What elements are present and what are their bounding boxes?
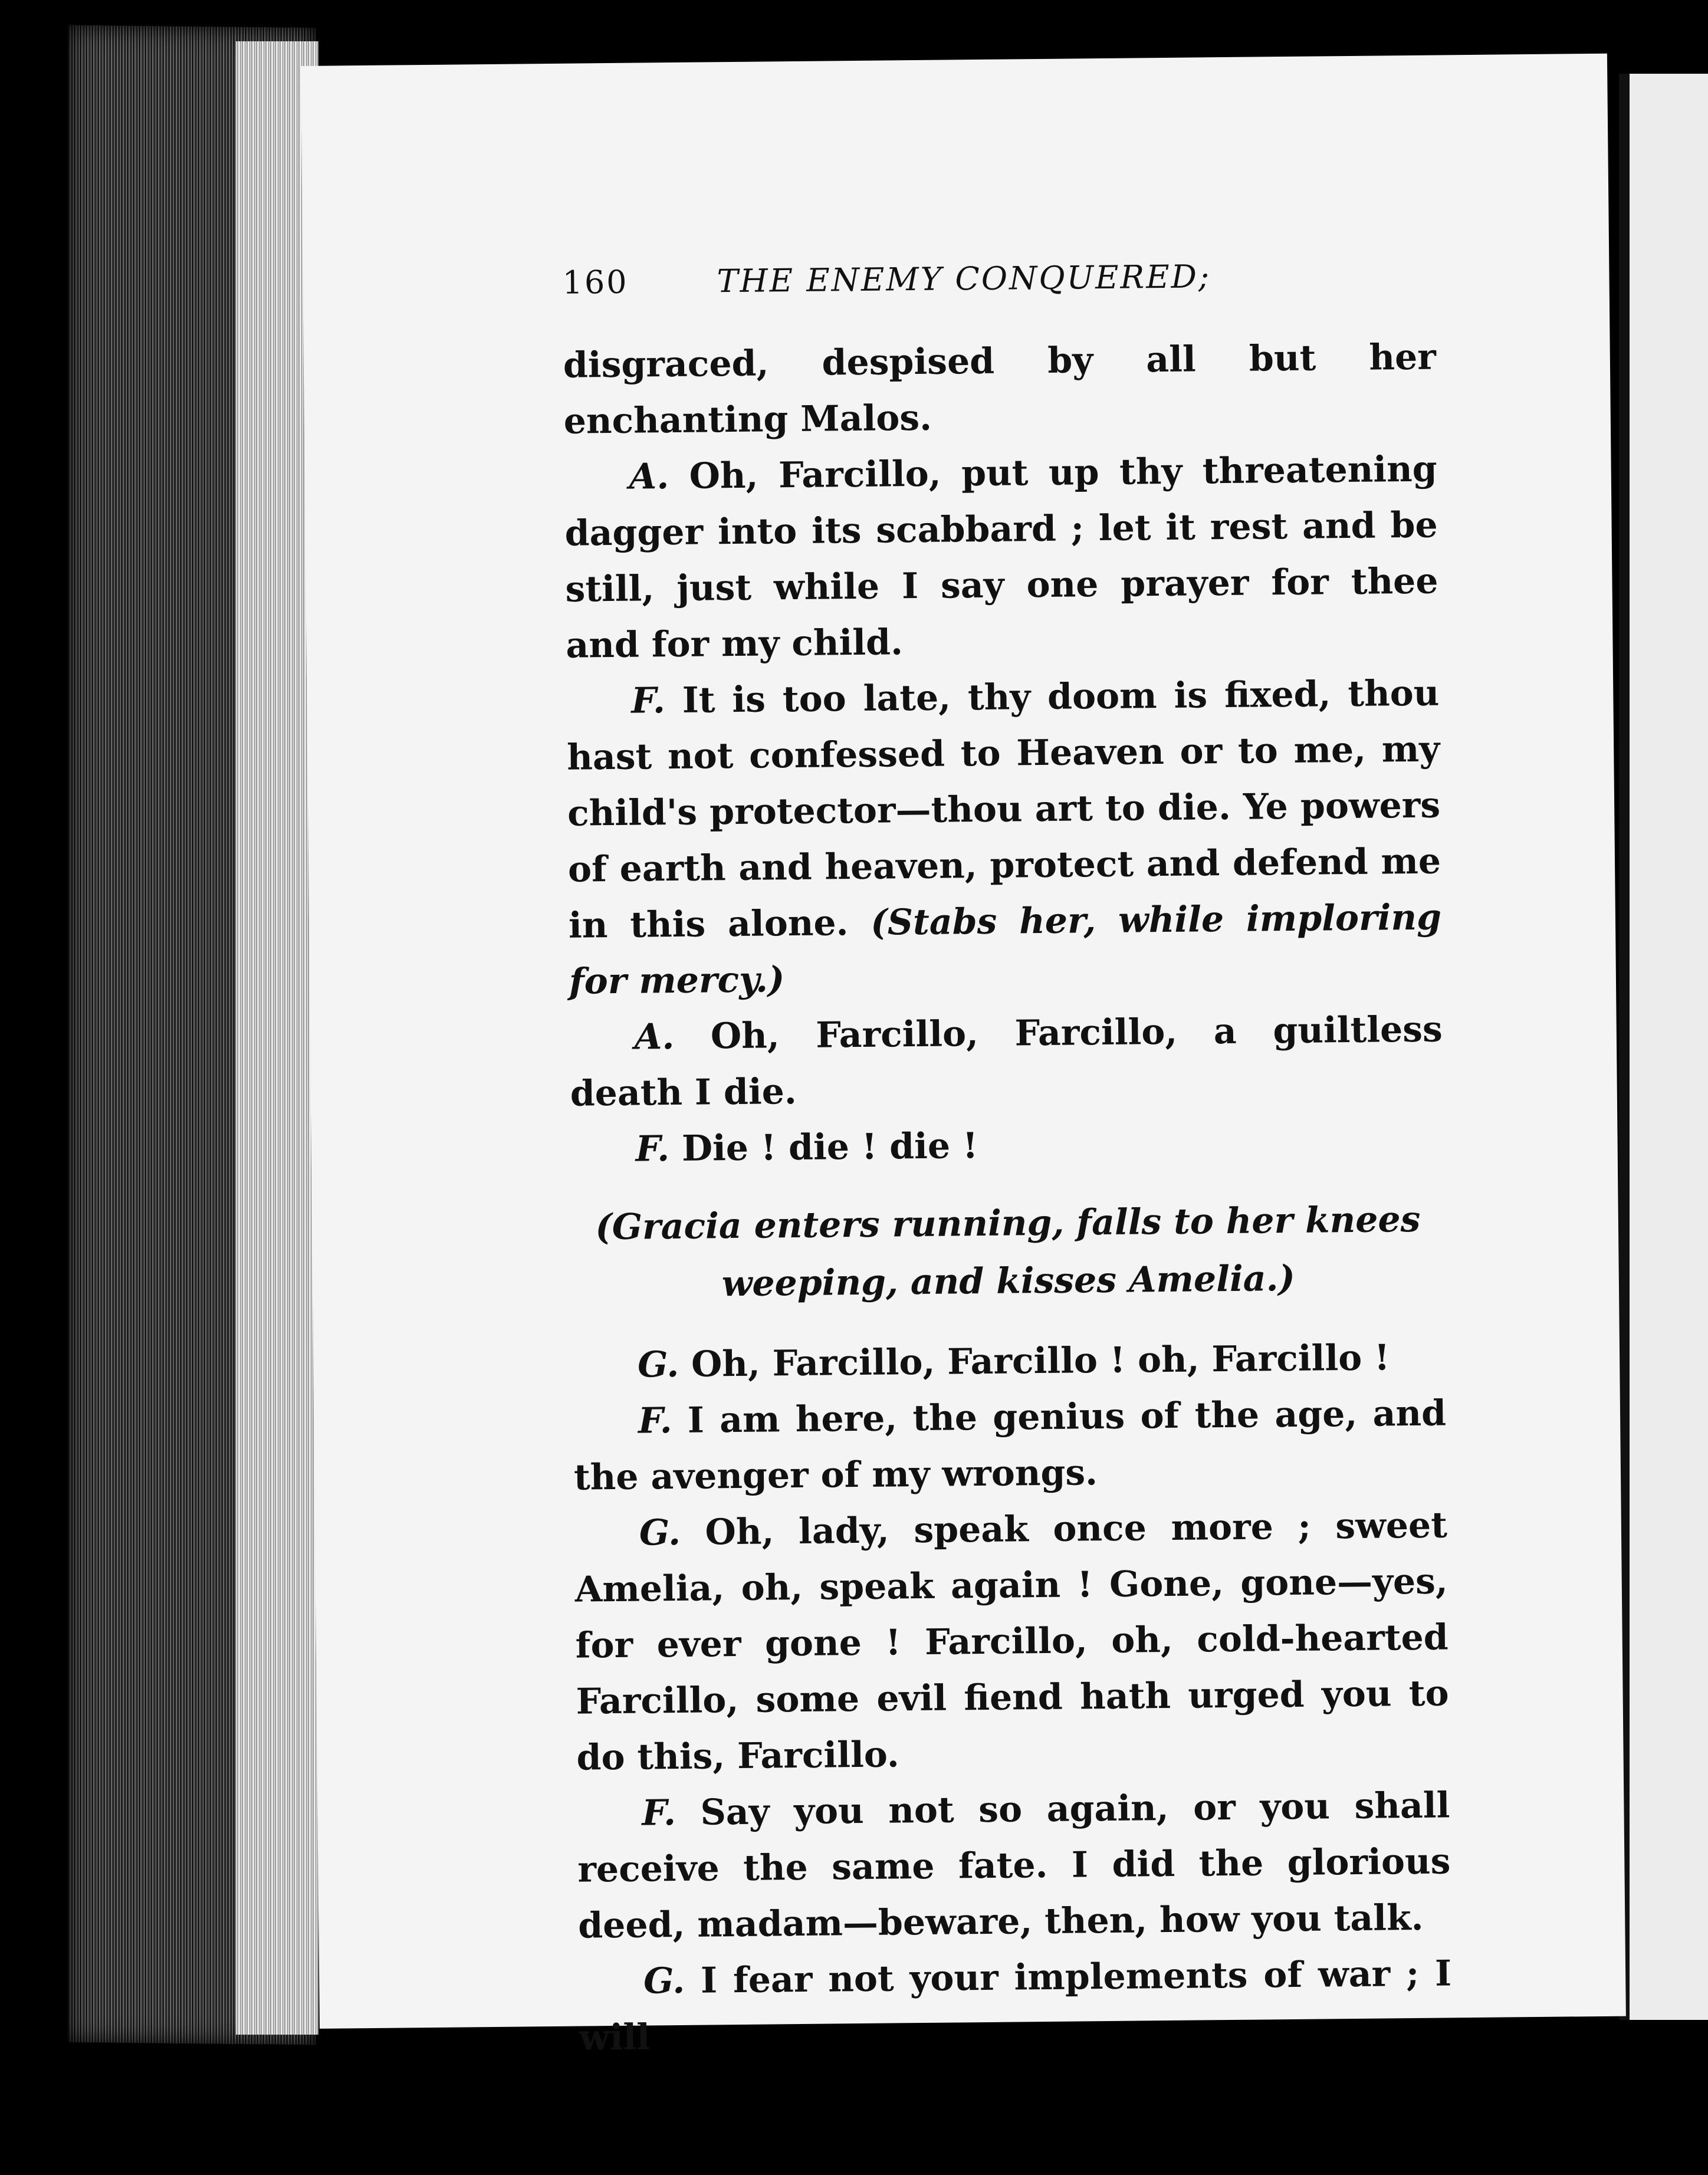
stage-direction-block xyxy=(571,1190,1445,1314)
paragraph-7 xyxy=(573,1385,1447,1506)
paragraph-text: Die ! die ! die ! xyxy=(681,1125,978,1169)
paragraph-text: It is too late, thy doom is fixed, thou hast not confessed to Heaven or to me, my child's protector—thou art to die. Ye powers of earth and heaven, protect and defend me in this alone. xyxy=(566,672,1441,947)
running-head xyxy=(562,257,1329,301)
book-page xyxy=(301,54,1626,2059)
speaker-label: F. xyxy=(631,680,666,722)
speaker-label: A. xyxy=(634,1016,675,1058)
speaker-label: A. xyxy=(629,456,669,498)
paragraph-text: Oh, Farcillo, Farcillo, a guiltless death I die. xyxy=(570,1008,1443,1115)
running-title: THE ENEMY CONQUERED; xyxy=(717,258,1211,300)
speaker-label: G. xyxy=(639,1512,681,1554)
facing-page-edge xyxy=(1619,74,1708,2020)
stage-direction: (Stabs her, while imploring for mercy.) xyxy=(569,896,1442,1003)
speaker-label: F. xyxy=(638,1400,672,1442)
speaker-label: F. xyxy=(635,1128,670,1170)
paragraph-5 xyxy=(570,1113,1444,1178)
paragraph-text: Oh, Farcillo, Farcillo ! oh, Farcillo ! xyxy=(691,1337,1390,1385)
page-number: 160 xyxy=(562,263,629,301)
page-text-block xyxy=(560,55,1452,2059)
paragraph-1 xyxy=(563,330,1437,450)
speaker-label: G. xyxy=(637,1343,679,1386)
paragraph-10 xyxy=(579,1946,1453,2066)
paragraph-8 xyxy=(574,1497,1449,1786)
paragraph-4 xyxy=(569,1001,1443,1122)
paragraph-text: I fear not your implements of war ; I will xyxy=(579,1953,1452,2059)
speaker-label: G. xyxy=(643,1960,685,2002)
paragraph-text: Say you not so again, or you shall receive the same fate. I did the glorious deed, madam—beware, then, how you talk. xyxy=(577,1785,1451,1947)
paragraph-text: I am here, the genius of the age, and the avenger of my wrongs. xyxy=(573,1392,1447,1499)
stage-direction-line-2: weeping, and kisses Amelia.) xyxy=(721,1257,1296,1305)
paragraph-text: disgraced, despised by all but her enchanting Malos. xyxy=(563,336,1437,442)
speaker-label: F. xyxy=(642,1792,676,1834)
paragraph-3 xyxy=(566,666,1442,1010)
paragraph-6 xyxy=(573,1329,1446,1394)
paragraph-text: Oh, Farcillo, put up thy threatening dagger into its scabbard ; let it rest and be still, just while I say one prayer for thee and for my child. xyxy=(564,448,1438,666)
paragraph-text: Oh, lady, speak once more ; sweet Amelia, oh, speak again ! Gone, gone—yes, for ever gone ! Farcillo, oh, cold-hearted Farcillo, some evil fiend hath urged you to do this, Farcillo. xyxy=(574,1504,1449,1779)
page-body xyxy=(563,330,1452,2066)
paragraph-2 xyxy=(564,442,1439,674)
paragraph-9 xyxy=(577,1778,1451,1954)
stage-direction-line-1: (Gracia enters running, falls to her knees xyxy=(595,1198,1421,1249)
